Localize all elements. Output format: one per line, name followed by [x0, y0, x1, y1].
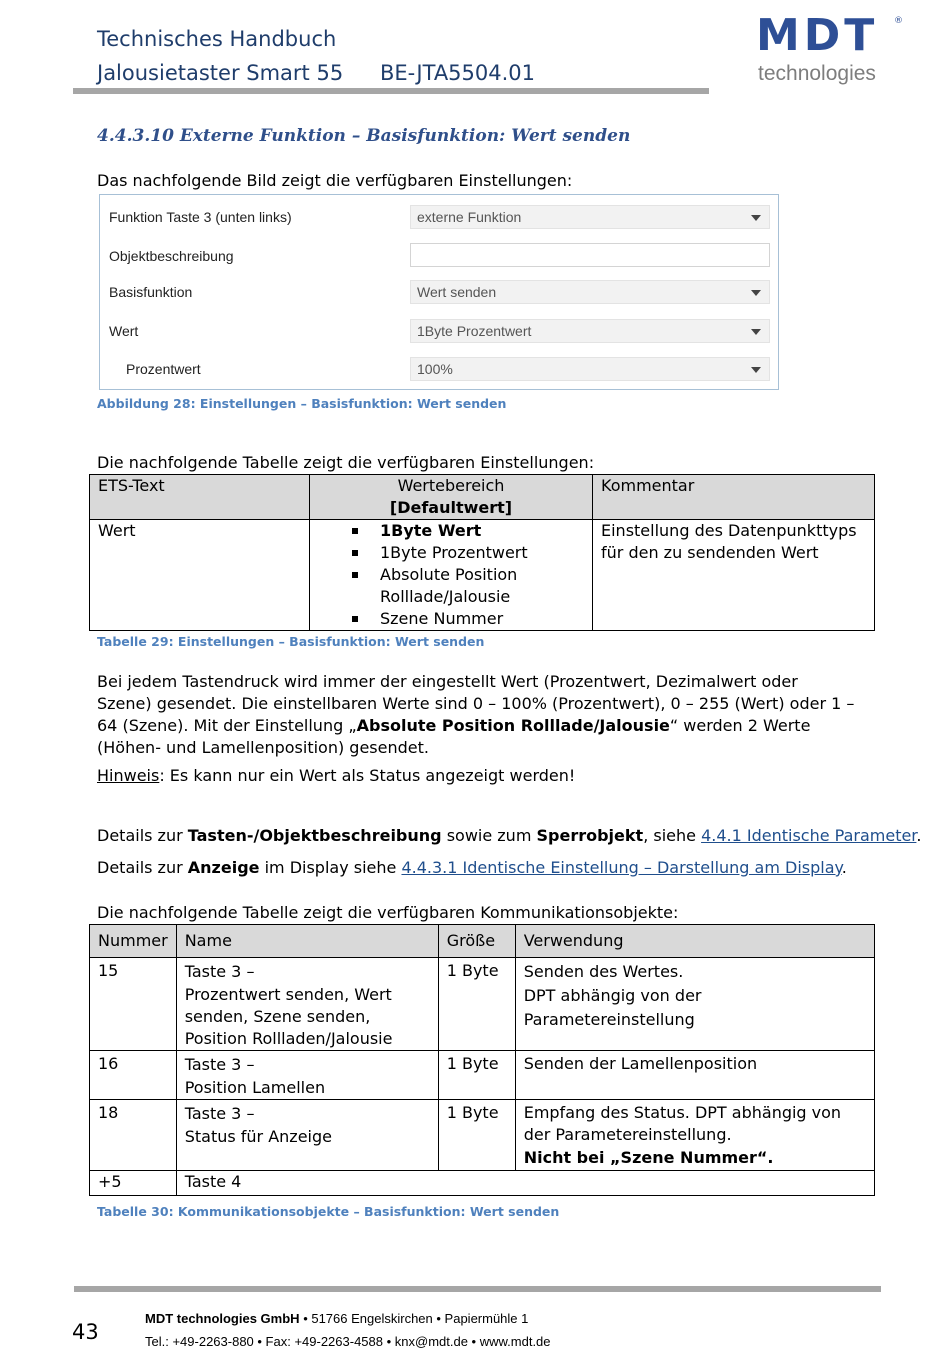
cell-number: 15 [90, 958, 177, 1051]
table2-caption: Tabelle 30: Kommunikationsobjekte – Basisfunktion: Wert senden [97, 1204, 560, 1219]
name-line-1: Taste 3 – [184, 962, 255, 981]
details1-text-d: . [916, 826, 922, 845]
header-value-range [310, 475, 593, 520]
cell-name [176, 1100, 438, 1171]
link-identical-parameters[interactable]: 4.4.1 Identische Parameter [701, 826, 917, 845]
table-row [90, 1051, 875, 1100]
cell-number: 16 [90, 1051, 177, 1100]
cell-size: 1 Byte [438, 958, 515, 1051]
cell-number: 18 [90, 1100, 177, 1171]
details2-text-b: im Display siehe [259, 858, 402, 877]
intro-objects: Die nachfolgende Tabelle zeigt die verfügbaren Kommunikationsobjekte: [97, 903, 679, 922]
cell-size: 1 Byte [438, 1051, 515, 1100]
usage-line-1: Empfang des Status. DPT abhängig von der Parametereinstellung. [523, 1103, 842, 1144]
details2-text-a: Details zur [97, 858, 188, 877]
header-size: Größe [438, 925, 515, 958]
figure-caption: Abbildung 28: Einstellungen – Basisfunktion: Wert senden [97, 396, 507, 411]
usage-line-1: Senden des Wertes. [523, 962, 684, 981]
header-usage: Verwendung [515, 925, 874, 958]
logo-sub-text: technologies [758, 62, 876, 85]
value-type-dropdown-value: 1Byte Prozentwert [417, 323, 532, 339]
description-paragraph [97, 671, 857, 759]
option-scene-number: Szene Nummer [380, 608, 584, 630]
cell-usage [515, 958, 874, 1051]
name-line-1: Taste 3 – [184, 1055, 255, 1074]
details1-text-c: , siehe [643, 826, 702, 845]
cell-usage [515, 1100, 874, 1171]
logo-registered-mark: ® [894, 16, 903, 26]
mdt-logo [756, 10, 906, 90]
name-line-1: Taste 3 – [184, 1104, 255, 1123]
basic-function-dropdown-value: Wert senden [417, 284, 497, 300]
cell-size: 1 Byte [438, 1100, 515, 1171]
table-row [90, 520, 875, 631]
chevron-down-icon [751, 290, 761, 296]
option-absolute-position: Absolute Position Rolllade/Jalousie [380, 564, 584, 608]
footer-address-text: • 51766 Engelskirchen • Papiermühle 1 [303, 1311, 529, 1326]
table-row [90, 1171, 875, 1196]
function-dropdown-value: externe Funktion [417, 209, 522, 225]
logo-main-text: MDT [756, 10, 879, 61]
paragraph-bold: Absolute Position Rolllade/Jalousie [356, 716, 670, 735]
name-line-2: Position Lamellen [184, 1078, 326, 1097]
setting-label-description: Objektbeschreibung [109, 248, 234, 264]
footer-contact: Tel.: +49-2263-880 • Fax: +49-2263-4588 • knx@mdt.de • www.mdt.de [145, 1334, 551, 1349]
percent-dropdown[interactable] [410, 357, 770, 381]
value-type-dropdown[interactable] [410, 319, 770, 343]
header-name: Name [176, 925, 438, 958]
cell-name [176, 1051, 438, 1100]
details1-bold-description: Tasten-/Objektbeschreibung [187, 826, 442, 845]
cell-name [176, 958, 438, 1051]
setting-label-value: Wert [109, 323, 139, 339]
footer-address [145, 1311, 528, 1326]
hint-label: Hinweis [97, 766, 160, 785]
footer-rule [74, 1286, 881, 1292]
header-comment: Kommentar [593, 475, 875, 520]
cell-value-range [310, 520, 593, 631]
details1-text-b: sowie zum [441, 826, 537, 845]
header-rule [73, 88, 709, 94]
function-dropdown[interactable] [410, 205, 770, 229]
table-row [90, 1100, 875, 1171]
description-input[interactable] [410, 243, 770, 267]
details1-bold-lock: Sperrobjekt [536, 826, 644, 845]
percent-dropdown-value: 100% [417, 361, 453, 377]
hint-paragraph [97, 765, 575, 787]
chevron-down-icon [751, 367, 761, 373]
hint-text: : Es kann nur ein Wert als Status angezeigt werden! [159, 766, 576, 785]
table1-caption: Tabelle 29: Einstellungen – Basisfunktion: Wert senden [97, 634, 485, 649]
value-options-list [318, 520, 584, 630]
option-1byte-value: 1Byte Wert [380, 520, 584, 542]
manual-title: Technisches Handbuch [97, 27, 337, 51]
setting-label-basic-function: Basisfunktion [109, 284, 193, 300]
cell-number: +5 [90, 1171, 177, 1196]
basic-function-dropdown[interactable] [410, 280, 770, 304]
footer-company: MDT technologies GmbH [145, 1311, 300, 1326]
paragraph-text-b: “ werden 2 Werte (Höhen- und Lamellenposition) gesendet. [97, 716, 811, 757]
option-1byte-percent: 1Byte Prozentwert [380, 542, 584, 564]
details-paragraph-2 [97, 857, 847, 879]
usage-line-2: DPT abhängig von der Parametereinstellung [523, 986, 702, 1029]
name-line-2: Prozentwert senden, Wert senden, Szene senden, Position Rollladen/Jalousie [184, 985, 393, 1048]
header-number: Nummer [90, 925, 177, 958]
cell-ets-text: Wert [90, 520, 310, 631]
objects-table [89, 924, 875, 1196]
details2-text-c: . [841, 858, 847, 877]
usage-note: Nicht bei „Szene Nummer“. [523, 1148, 774, 1167]
chevron-down-icon [751, 215, 761, 221]
setting-label-percent: Prozentwert [126, 361, 201, 377]
cell-usage: Senden der Lamellenposition [515, 1051, 874, 1100]
setting-label-function: Funktion Taste 3 (unten links) [109, 209, 292, 225]
page-number: 43 [72, 1320, 99, 1344]
header-default-value: [Defaultwert] [389, 498, 513, 517]
intro-settings: Das nachfolgende Bild zeigt die verfügbaren Einstellungen: [97, 171, 573, 190]
name-line-2: Status für Anzeige [184, 1127, 332, 1146]
details-paragraph-1 [97, 825, 922, 847]
table-row [90, 958, 875, 1051]
cell-comment: Einstellung des Datenpunkttyps für den zu sendenden Wert [593, 520, 875, 631]
header-value-range-label: Wertebereich [397, 476, 505, 495]
details1-text-a: Details zur [97, 826, 188, 845]
product-name: Jalousietaster Smart 55 [97, 61, 344, 85]
settings-panel [99, 194, 779, 390]
settings-table [89, 474, 875, 631]
details2-bold-display: Anzeige [187, 858, 260, 877]
intro-table: Die nachfolgende Tabelle zeigt die verfügbaren Einstellungen: [97, 453, 595, 472]
paragraph-text-a: Bei jedem Tastendruck wird immer der eingestellt Wert (Prozentwert, Dezimalwert oder Szene) gesendet. Die einstellbaren Werte sind 0 – 100% (Prozentwert), 0 – 255 (Wert) oder 1 – 64 (Szene). Mit der Einstellung „ [97, 672, 855, 735]
link-display-settings[interactable]: 4.4.3.1 Identische Einstellung – Darstellung am Display [401, 858, 842, 877]
product-code: BE-JTA5504.01 [380, 61, 536, 85]
cell-name: Taste 4 [176, 1171, 874, 1196]
chevron-down-icon [751, 329, 761, 335]
header-ets-text: ETS-Text [90, 475, 310, 520]
section-heading: 4.4.3.10 Externe Funktion – Basisfunktion: Wert senden [97, 126, 631, 146]
